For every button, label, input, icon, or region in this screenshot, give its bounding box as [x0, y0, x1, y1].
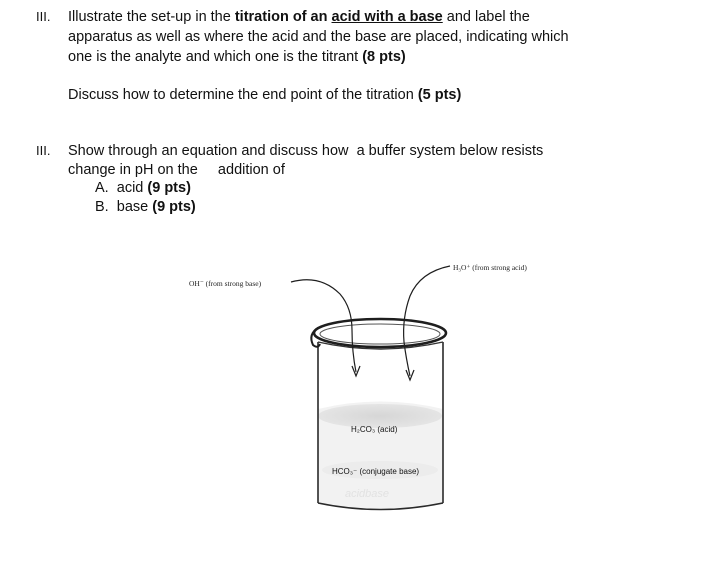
question-2-item-b-label: B.	[95, 199, 109, 215]
question-1-line-4-points: (5 pts)	[417, 87, 462, 103]
carbonic-acid-label: H₂CO₃ (acid)	[351, 425, 398, 434]
question-1-line-1-post: and label the	[442, 9, 530, 25]
hydronium-label: H₃O⁺ (from strong acid)	[453, 263, 527, 272]
question-1-number: III.	[36, 9, 51, 24]
beaker-rim-inner	[320, 324, 440, 344]
question-1-line-3-points: (8 pts)	[362, 49, 406, 65]
question-2-number: III.	[36, 143, 51, 158]
question-2-item-b-points: (9 pts)	[152, 199, 196, 215]
question-1-line-3-text: one is the analyte and which one is the titrant	[68, 49, 363, 65]
question-2-line-2: change in pH on the addition of	[68, 162, 285, 178]
question-1-line-1-pre: Illustrate the set-up in the	[68, 9, 235, 25]
question-1-line-1-underlined: acid with a base	[331, 9, 443, 25]
question-1-line-4-text: Discuss how to determine the end point of the titration	[68, 87, 418, 103]
question-2-item-a-points: (9 pts)	[147, 180, 191, 196]
question-2-item-a-text: acid	[116, 180, 148, 196]
question-1-line-1-bold: titration of an	[234, 9, 332, 25]
question-2-line-1: Show through an equation and discuss how a buffer system below resists	[68, 143, 544, 159]
question-2-item-b-text: base	[116, 199, 153, 215]
question-2-item-a-label: A.	[95, 180, 109, 196]
watermark-text: acidbase	[345, 488, 390, 500]
hydroxide-label: OH⁻ (from strong base)	[189, 279, 262, 288]
beaker-rim	[314, 319, 446, 347]
question-1-line-2: apparatus as well as where the acid and the base are placed, indicating which	[68, 29, 569, 45]
bicarbonate-label: HCO₃⁻ (conjugate base)	[332, 467, 420, 476]
